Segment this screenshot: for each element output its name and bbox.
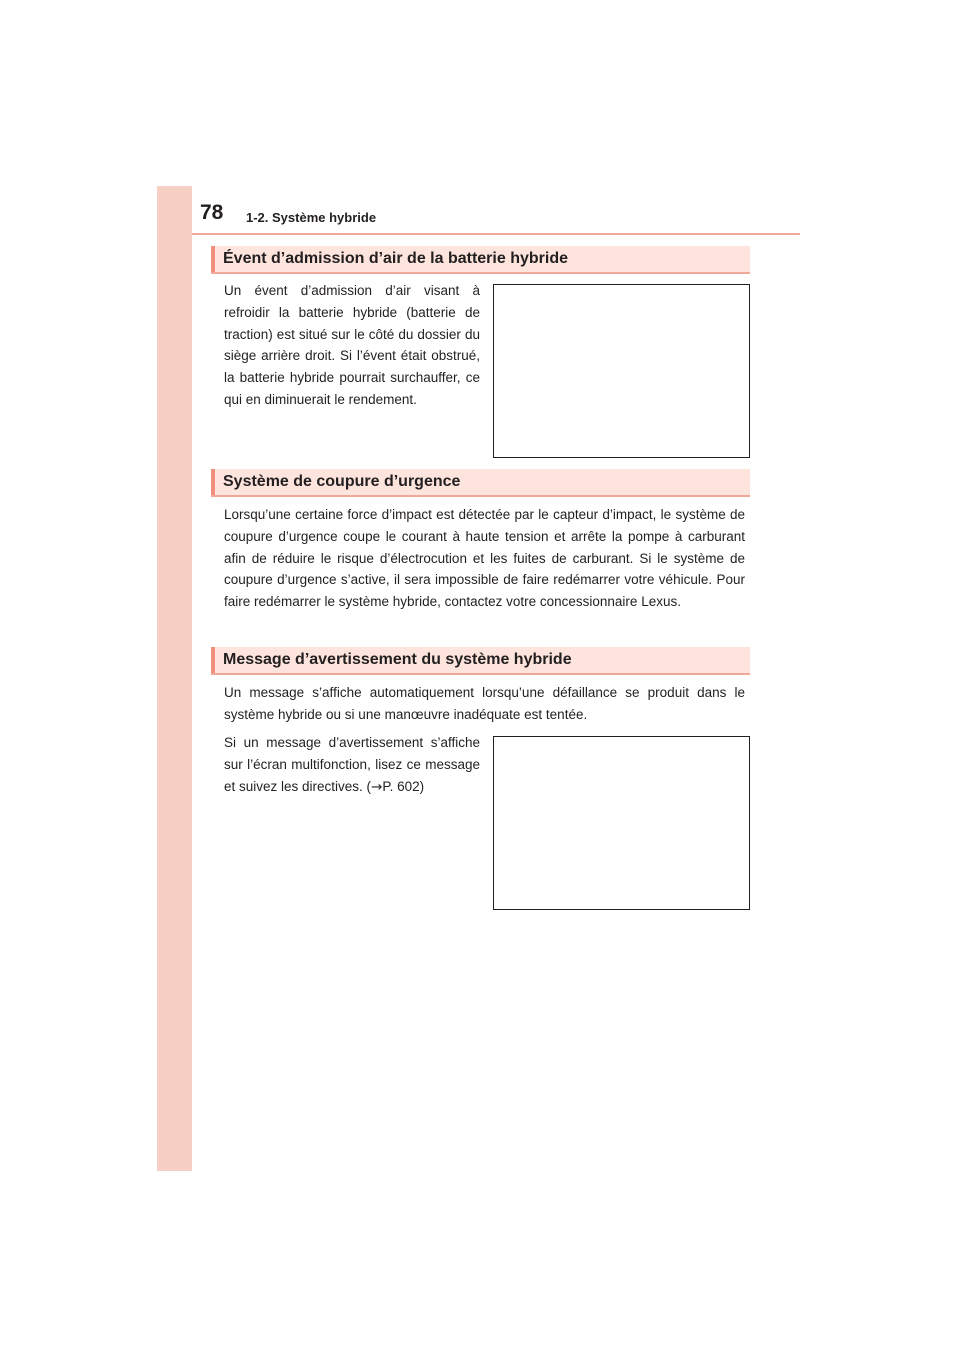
header-rule <box>192 233 800 235</box>
page-reference-link[interactable]: P. 602) <box>382 778 425 794</box>
heading-accent <box>211 246 215 272</box>
battery-air-vent-illustration <box>493 284 750 458</box>
battery-air-vent-paragraph: Un évent d’admission d’air visant à refroidir la batterie hybride (batterie de traction) est situé sur le côté du dossier du siège arrière droit. Si l’évent était obstrué, la batterie hybride pourrait surchauffer, ce qui en diminuerait le rendement. <box>224 283 480 407</box>
arrow-right-icon: → <box>371 778 383 795</box>
section-title: 1-2. Système hybride <box>246 210 377 225</box>
warning-message-paragraph: Un message s’affiche automatiquement lorsqu’une défaillance se produit dans le système hybride ou si une manœuvre inadéquate est tentée. <box>224 685 745 722</box>
heading-label: Système de coupure d’urgence <box>223 473 461 490</box>
heading-label: Message d’avertissement du système hybride <box>223 651 572 668</box>
side-margin-band <box>157 186 192 1171</box>
heading-label: Évent d’admission d’air de la batterie hybride <box>223 250 568 267</box>
warning-message-instructions <box>224 732 480 798</box>
warning-message-illustration <box>493 736 750 910</box>
instructions-text: Si un message d’avertissement s’affiche sur l’écran multifonction, lisez ce message et suivez les directives. ( <box>224 735 480 794</box>
heading-battery-air-vent <box>211 246 750 274</box>
emergency-shutoff-paragraph: Lorsqu’une certaine force d’impact est détectée par le capteur d’impact, le système de coupure d’urgence coupe le courant à haute tension et arrête la pompe à carburant afin de réduire le risque d’électrocution et les fuites de carburant. Si le système de coupure d’urgence s’active, il sera impossible de faire redémarrer votre véhicule. Pour faire redémarrer le système hybride, contactez votre concessionnaire Lexus. <box>224 507 745 610</box>
page-number: 78 <box>200 201 224 224</box>
heading-emergency-shutoff <box>211 469 750 497</box>
heading-accent <box>211 469 215 495</box>
heading-warning-message <box>211 647 750 675</box>
heading-accent <box>211 647 215 673</box>
